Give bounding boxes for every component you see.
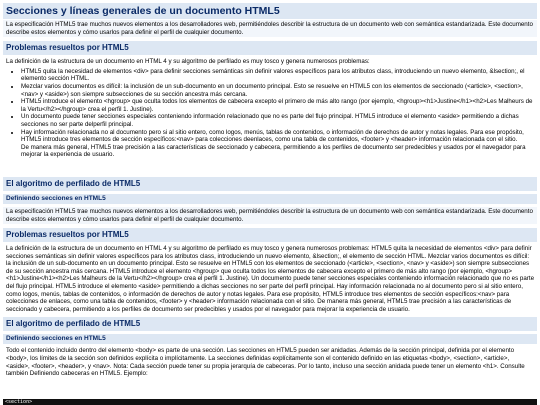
list-item: • HTML5 quita la necesidad de elementos <div> para definir secciones semánticas sin definir valores específicos para los atributos class, introduciendo un nuevo elemento, &lsection;, el elemento sección HTML. — [21, 68, 537, 83]
intro-paragraph-repeat: La especificación HTML5 trae muchos nuevos elementos a los desarrolladores web, permitiéndoles describir la estructura de un documento web con semántica estandarizada. Este documento describe estos elementos y cómo usarlos para definir el perfil de cualquier documento. — [3, 207, 537, 224]
defining-sections-heading: Definiendo secciones en HTML5 — [3, 194, 537, 204]
list-item: • Hay información relacionada no al documento pero si al sitio entero, como logos, menús, tablas de contenidos, o información de derechos de autor y notas legales. Para ese propósito, HTML5 introduce tres elementos de sección específicos:<nav> para colecciones deenlaces, como una tabla de contenidos, <footer> y <header> información relacionada con el sitio. De manera más general, HTML5 trae precisión a las características de seccionado y cabecera, permitiendo a los perfiles de documento ser predecibles y usados por el navegador para mejorar la experiencia de usuario. — [21, 129, 537, 159]
defining-sections-heading-repeat: Definiendo secciones en HTML5 — [3, 334, 537, 344]
algorithm-heading-repeat: El algoritmo de perfilado de HTML5 — [3, 317, 537, 331]
problems-heading-repeat: Problemas resueltos por HTML5 — [3, 228, 537, 242]
page-title: Secciones y líneas generales de un documento HTML5 — [3, 3, 537, 19]
defining-paragraph: Todo el contenido incluido dentro del elemento <body> es parte de una sección. Las secciones en HTML5 pueden ser anidadas. Además de la sección principal, definida por el elemento <body>, los límites de la sección son definidos explícita o implícitamente. La secciones definidas explícitamente son el contenido definido en las etiquetas <body>, <section>, <article>, <aside>, <footer>, <header>, y <nav>. Nota: Cada sección puede tener su propia jerarquía de cabeceras. Por lo tanto, incluso una sección anidada puede tener un elemento <h1>. Consulte también Definiendo cabeceras en HTML5. Ejemplo: — [6, 347, 525, 378]
algorithm-heading: El algoritmo de perfilado de HTML5 — [3, 177, 537, 191]
intro-paragraph: La especificación HTML5 trae muchos nuevos elementos a los desarrolladores web, permitiéndoles describir la estructura de un documento web con semántica estandarizada. Este documento describe estos elementos y cómo usarlos para definir el perfil de cualquier documento. — [3, 20, 537, 37]
list-item: • HTML5 introduce el elemento <hgroup> que oculta todos los elementos de cabecera excepto el primero de más alto rango (por ejemplo, <hgroup><h1>Justine</h1><h2>Les Malheurs de la Vertu</h2></hgroup> crea el perfil 1. Justine). — [21, 98, 537, 113]
list-item: • Un documento puede tener secciones especiales conteniendo información relacionado que no es parte del flujo principal. HTML5 introduce el elemento <aside> permitiendo a dichas secciones no ser parte delperfil principal. — [21, 113, 537, 128]
problems-paragraph: La definición de la estructura de un documento en HTML 4 y su algoritmo de perfilado es muy tosco y genera numerosos problemas: HTML5 quita la necesidad de elementos <div> para definir secciones semánticas sin definir valores específicos para los atributos class, introduciendo un nuevo elemento, &lsection;, el elemento de sección HTML. Mezclar varios documentos es difícil: la inclusión de un sub-documento en un documento principal. Esto se resuelve en HTML5 con los elementos de seccionado (<article>, <section>, <nav> y <aside>) son siempre subsecciones de su sección ancestra más cercana. HTML5 introduce el elemento <hgroup> que oculta todos los elementos de cabecera excepto el primero de más alto rango (por ejemplo, <hgroup><h1>Justine</h1><h2>Les Malheurs de la Vertu</h2></hgroup> crea el perfil 1. Justine). Un documento puede tener secciones especiales conteniendo información relacionado que no es parte del flujo principal. HTML5 introduce el elemento <aside> permitiendo a dichas secciones no ser parte del perfil principal. Hay información relacionada no al documento pero si al sitio entero, como logos, menús, tablas de contenidos, o información de derechos de autor y notas legales. Para ese propósito, HTML5 introduce tres elementos de sección específicos:<nav> para colecciones de enlaces, como una tabla de contenidos, <footer> y <header> información relacionada con el sitio. De manera más general, HTML5 trae precisión a las características de seccionado y cabecera, permitiendo a los perfiles de documento ser predecibles y usados por el navegador para mejorar la experiencia de usuario. — [6, 245, 535, 313]
list-item: • Mezclar varios documentos es difícil: la inclusión de un sub-documento en un documento principal. Esto se resuelve en HTML5 con los elementos de seccionado (<article>, <section>, <nav> y <aside>) son siempre subsecciones de su sección ancestra más cercana. — [21, 83, 537, 98]
problems-heading: Problemas resueltos por HTML5 — [3, 41, 537, 55]
problems-list — [3, 68, 537, 159]
code-example: <section> — [3, 399, 537, 405]
problems-intro: La definición de la estructura de un documento en HTML 4 y su algoritmo de perfilado es muy tosco y genera numerosos problemas: — [6, 58, 370, 66]
